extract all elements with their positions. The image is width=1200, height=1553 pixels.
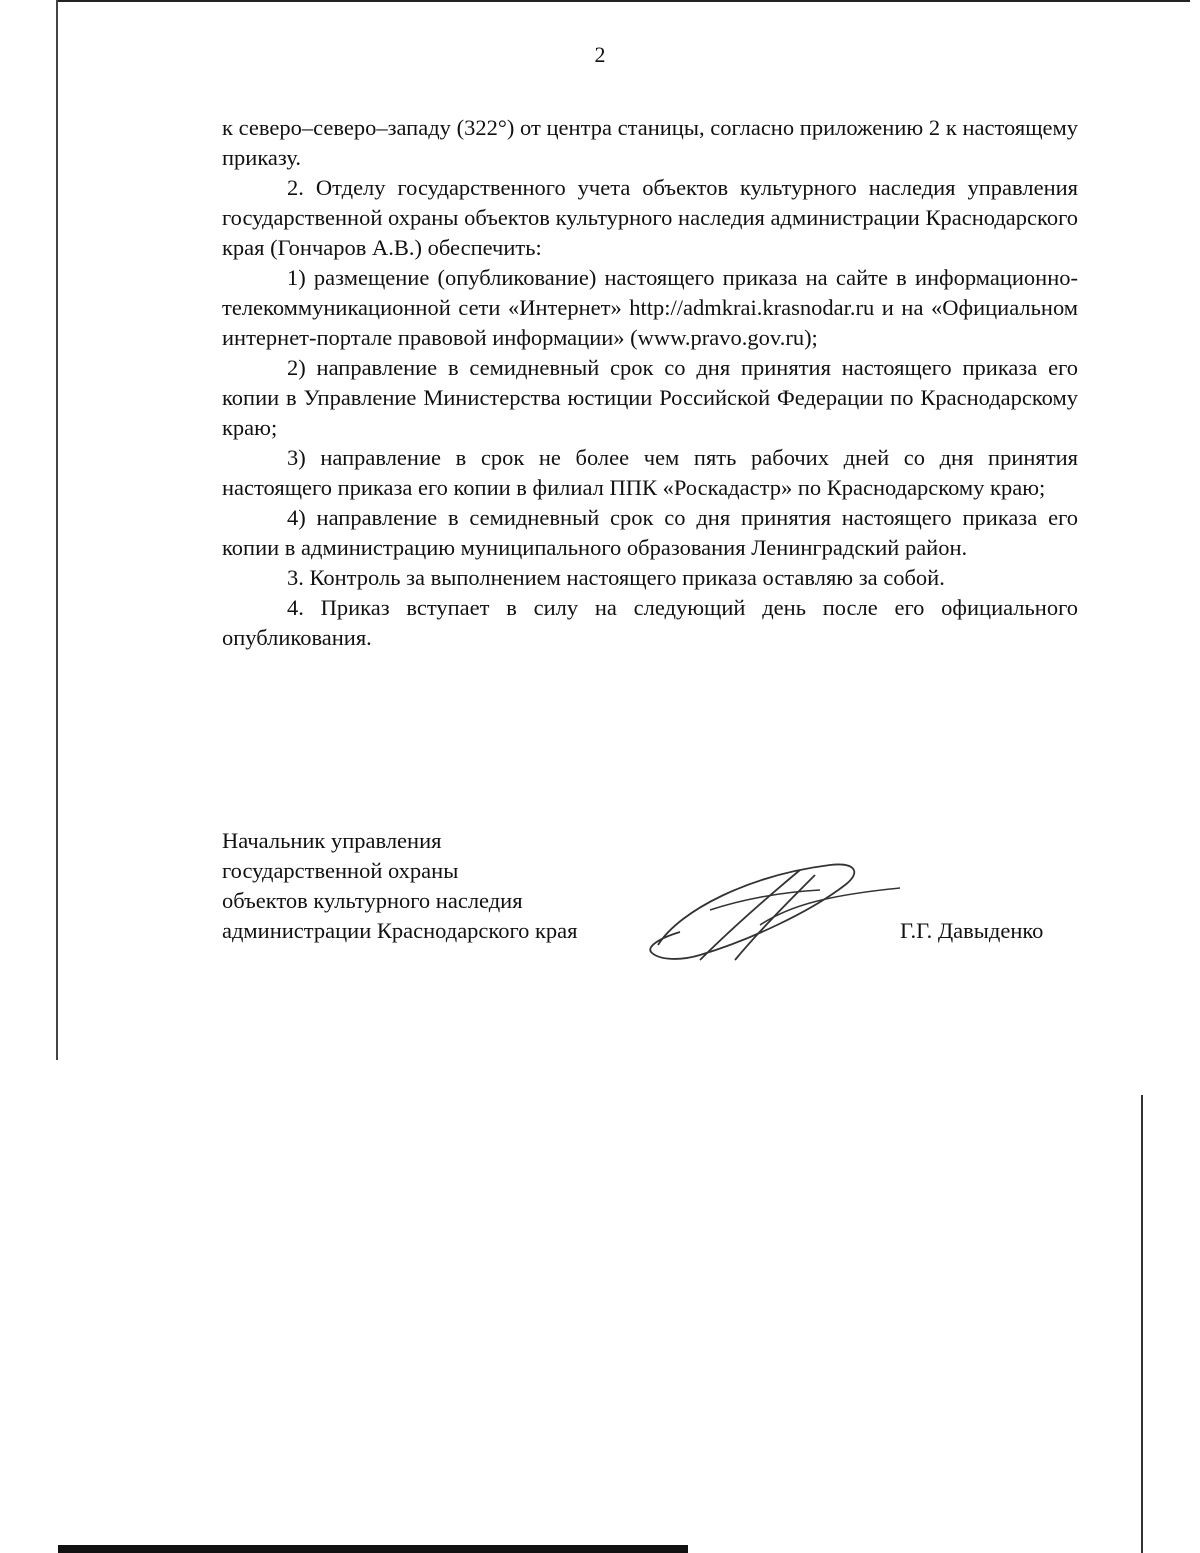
handwritten-signature	[640, 850, 920, 970]
scan-edge-bottom	[58, 1545, 688, 1553]
page-number: 2	[594, 42, 606, 67]
paragraph-item-2: 2. Отделу государственного учета объектов культурного наследия управления государственной охраны объектов культурного наследия администрации Краснодарского края (Гончаров А.В.) обеспечить:	[222, 175, 1078, 260]
paragraph-continuation: к северо–северо–западу (322°) от центра станицы, согласно приложению 2 к настоящему приказу.	[222, 115, 1078, 170]
paragraph-subitem-2: 2) направление в семидневный срок со дня принятия настоящего приказа его копии в Управление Министерства юстиции Российской Федерации по Краснодарскому краю;	[222, 355, 1078, 440]
paragraph-subitem-1: 1) размещение (опубликование) настоящего приказа на сайте в информационно-телекоммуникационной сети «Интернет» http://admkrai.krasnodar.ru и на «Официальном интернет-портале правовой информации» (www.pravo.gov.ru);	[222, 265, 1078, 350]
signatory-title	[222, 826, 578, 946]
signatory-title-line: объектов культурного наследия	[222, 888, 523, 913]
scan-edge-left	[56, 0, 58, 1060]
paragraph-subitem-3: 3) направление в срок не более чем пять рабочих дней со дня принятия настоящего приказа его копии в филиал ППК «Роскадастр» по Краснодарскому краю;	[222, 445, 1078, 500]
signatory-name: Г.Г. Давыденко	[900, 918, 1044, 943]
scan-edge-right	[1141, 1095, 1143, 1553]
paragraph-item-4: 4. Приказ вступает в силу на следующий день после его официального опубликования.	[222, 595, 1078, 650]
paragraph-subitem-4: 4) направление в семидневный срок со дня принятия настоящего приказа его копии в администрацию муниципального образования Ленинградский район.	[222, 505, 1078, 560]
scan-edge-top	[58, 0, 1190, 2]
signatory-title-line: администрации Краснодарского края	[222, 918, 578, 943]
signatory-title-line: Начальник управления	[222, 828, 442, 853]
paragraph-item-3: 3. Контроль за выполнением настоящего приказа оставляю за собой.	[287, 565, 945, 590]
document-body	[222, 113, 1078, 653]
signatory-title-line: государственной охраны	[222, 858, 459, 883]
